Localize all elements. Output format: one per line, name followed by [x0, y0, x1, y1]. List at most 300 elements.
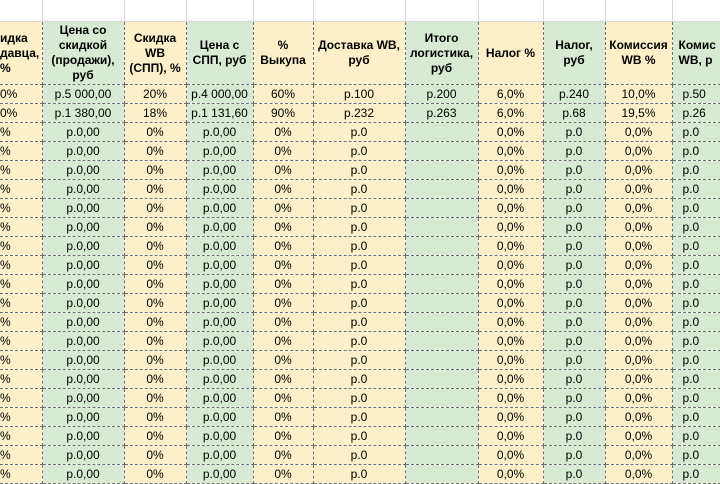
cell-value: % [0, 372, 11, 386]
cell-tax-rub[interactable] [543, 408, 605, 427]
cell-price-spp[interactable] [186, 446, 253, 465]
cell-delivery[interactable] [313, 218, 405, 237]
table-row [0, 218, 720, 237]
cell-tax-pct[interactable] [478, 408, 543, 427]
cell-logistics-total[interactable] [405, 370, 478, 389]
cell-wb-commission-rub[interactable] [672, 332, 720, 351]
cell-value: р.0 [682, 391, 700, 405]
cell-delivery[interactable] [313, 313, 405, 332]
cell-value: р.0 [350, 277, 368, 291]
cell-value: 18% [142, 106, 168, 120]
cell-price-spp[interactable] [186, 142, 253, 161]
cell-value: р.0 [682, 429, 700, 443]
cell-value: 0% [146, 296, 164, 310]
cell-wb-commission-rub[interactable] [672, 85, 720, 104]
cell-price-discounted[interactable] [42, 313, 124, 332]
cell-price-discounted[interactable] [42, 180, 124, 199]
cell-wb-commission-pct[interactable] [605, 104, 672, 123]
cell-value: р.0 [350, 410, 368, 424]
cell-wb-discount[interactable] [124, 104, 186, 123]
cell-wb-commission-pct[interactable] [605, 351, 672, 370]
cell-price-spp[interactable] [186, 427, 253, 446]
cell-tax-rub[interactable] [543, 313, 605, 332]
cell-seller-discount[interactable] [0, 180, 42, 199]
cell-wb-commission-rub[interactable] [672, 161, 720, 180]
cell-wb-commission-rub[interactable] [672, 256, 720, 275]
cell-tax-rub[interactable] [543, 465, 605, 484]
cell-tax-rub[interactable] [543, 370, 605, 389]
cell-delivery[interactable] [313, 446, 405, 465]
cell-tax-pct[interactable] [478, 237, 543, 256]
cell-logistics-total[interactable] [405, 237, 478, 256]
cell-tax-rub[interactable] [543, 294, 605, 313]
cell-buyout[interactable] [253, 237, 313, 256]
cell-value: 0,0% [496, 258, 525, 272]
cell-delivery[interactable] [313, 161, 405, 180]
header-cell-buyout[interactable] [253, 22, 313, 85]
cell-wb-discount[interactable] [124, 370, 186, 389]
cell-tax-rub[interactable] [543, 104, 605, 123]
cell-tax-pct[interactable] [478, 351, 543, 370]
cell-wb-discount[interactable] [124, 351, 186, 370]
cell-price-discounted[interactable] [42, 389, 124, 408]
cell-logistics-total[interactable] [405, 161, 478, 180]
cell-seller-discount[interactable] [0, 275, 42, 294]
cell-tax-pct[interactable] [478, 85, 543, 104]
cell-wb-commission-rub[interactable] [672, 446, 720, 465]
cell-price-discounted[interactable] [42, 199, 124, 218]
cell-wb-discount[interactable] [124, 427, 186, 446]
cell-tax-pct[interactable] [478, 161, 543, 180]
cell-wb-commission-pct[interactable] [605, 389, 672, 408]
cell-delivery[interactable] [313, 408, 405, 427]
cell-value: р.0,00 [66, 144, 100, 158]
cell-price-spp[interactable] [186, 332, 253, 351]
cell-price-spp[interactable] [186, 161, 253, 180]
cell-wb-commission-pct[interactable] [605, 313, 672, 332]
cell-wb-commission-rub[interactable] [672, 275, 720, 294]
cell-price-spp[interactable] [186, 294, 253, 313]
cell-wb-commission-rub[interactable] [672, 408, 720, 427]
cell-logistics-total[interactable] [405, 351, 478, 370]
empty-cell[interactable] [405, 0, 478, 22]
header-cell-tax-rub[interactable] [543, 22, 605, 85]
cell-wb-commission-pct[interactable] [605, 218, 672, 237]
cell-buyout[interactable] [253, 446, 313, 465]
cell-tax-rub[interactable] [543, 256, 605, 275]
cell-delivery[interactable] [313, 370, 405, 389]
cell-wb-discount[interactable] [124, 142, 186, 161]
cell-seller-discount[interactable] [0, 85, 42, 104]
cell-tax-pct[interactable] [478, 104, 543, 123]
cell-seller-discount[interactable] [0, 294, 42, 313]
cell-seller-discount[interactable] [0, 256, 42, 275]
cell-delivery[interactable] [313, 104, 405, 123]
cell-value: р.0 [350, 163, 368, 177]
cell-value: 0% [274, 467, 292, 481]
empty-cell[interactable] [313, 0, 405, 22]
cell-delivery[interactable] [313, 142, 405, 161]
cell-delivery[interactable] [313, 389, 405, 408]
cell-wb-commission-rub[interactable] [672, 104, 720, 123]
empty-cell[interactable] [253, 0, 313, 22]
cell-tax-pct[interactable] [478, 465, 543, 484]
cell-price-discounted[interactable] [42, 218, 124, 237]
cell-price-spp[interactable] [186, 123, 253, 142]
cell-wb-discount[interactable] [124, 389, 186, 408]
cell-buyout[interactable] [253, 218, 313, 237]
cell-wb-commission-rub[interactable] [672, 313, 720, 332]
cell-tax-pct[interactable] [478, 256, 543, 275]
empty-cell[interactable] [186, 0, 253, 22]
cell-value: р.0 [565, 334, 583, 348]
cell-value: 0% [274, 163, 292, 177]
cell-price-spp[interactable] [186, 256, 253, 275]
cell-price-spp[interactable] [186, 180, 253, 199]
header-row [0, 22, 720, 85]
cell-logistics-total[interactable] [405, 446, 478, 465]
cell-tax-rub[interactable] [543, 218, 605, 237]
cell-tax-pct[interactable] [478, 275, 543, 294]
cell-wb-discount[interactable] [124, 294, 186, 313]
cell-buyout[interactable] [253, 351, 313, 370]
cell-wb-commission-pct[interactable] [605, 199, 672, 218]
cell-wb-discount[interactable] [124, 123, 186, 142]
cell-logistics-total[interactable] [405, 123, 478, 142]
empty-cell[interactable] [543, 0, 605, 22]
cell-tax-rub[interactable] [543, 85, 605, 104]
cell-value: р.0 [565, 182, 583, 196]
cell-wb-commission-pct[interactable] [605, 237, 672, 256]
cell-logistics-total[interactable] [405, 275, 478, 294]
cell-value: р.0 [565, 239, 583, 253]
cell-seller-discount[interactable] [0, 218, 42, 237]
empty-cell[interactable] [124, 0, 186, 22]
cell-tax-rub[interactable] [543, 180, 605, 199]
cell-buyout[interactable] [253, 180, 313, 199]
cell-value: р.0 [350, 334, 368, 348]
cell-wb-discount[interactable] [124, 313, 186, 332]
cell-buyout[interactable] [253, 161, 313, 180]
cell-delivery[interactable] [313, 85, 405, 104]
cell-buyout[interactable] [253, 123, 313, 142]
cell-delivery[interactable] [313, 351, 405, 370]
cell-buyout[interactable] [253, 370, 313, 389]
cell-wb-commission-rub[interactable] [672, 199, 720, 218]
cell-price-spp[interactable] [186, 370, 253, 389]
cell-buyout[interactable] [253, 427, 313, 446]
cell-wb-commission-pct[interactable] [605, 256, 672, 275]
header-cell-wb-discount[interactable] [124, 22, 186, 85]
cell-logistics-total[interactable] [405, 389, 478, 408]
cell-buyout[interactable] [253, 313, 313, 332]
cell-tax-rub[interactable] [543, 123, 605, 142]
cell-tax-rub[interactable] [543, 446, 605, 465]
cell-value: р.4 000,00 [191, 87, 248, 101]
cell-wb-commission-rub[interactable] [672, 294, 720, 313]
cell-buyout[interactable] [253, 294, 313, 313]
cell-wb-commission-rub[interactable] [672, 142, 720, 161]
header-cell-delivery[interactable] [313, 22, 405, 85]
cell-price-discounted[interactable] [42, 370, 124, 389]
cell-logistics-total[interactable] [405, 332, 478, 351]
cell-value: р.5 000,00 [54, 87, 112, 101]
cell-wb-discount[interactable] [124, 408, 186, 427]
cell-buyout[interactable] [253, 85, 313, 104]
cell-buyout[interactable] [253, 332, 313, 351]
cell-delivery[interactable] [313, 275, 405, 294]
cell-seller-discount[interactable] [0, 199, 42, 218]
cell-wb-commission-pct[interactable] [605, 408, 672, 427]
cell-price-spp[interactable] [186, 218, 253, 237]
cell-seller-discount[interactable] [0, 370, 42, 389]
cell-wb-commission-pct[interactable] [605, 123, 672, 142]
cell-wb-commission-rub[interactable] [672, 465, 720, 484]
cell-value: р.0 [350, 429, 368, 443]
cell-price-spp[interactable] [186, 104, 253, 123]
cell-tax-pct[interactable] [478, 370, 543, 389]
header-cell-wb-commission-rub[interactable] [672, 22, 720, 85]
cell-seller-discount[interactable] [0, 408, 42, 427]
cell-price-discounted[interactable] [42, 161, 124, 180]
cell-wb-commission-rub[interactable] [672, 389, 720, 408]
cell-logistics-total[interactable] [405, 85, 478, 104]
cell-wb-discount[interactable] [124, 161, 186, 180]
cell-wb-discount[interactable] [124, 199, 186, 218]
cell-price-discounted[interactable] [42, 142, 124, 161]
cell-price-spp[interactable] [186, 465, 253, 484]
cell-value: р.0 [682, 410, 700, 424]
cell-delivery[interactable] [313, 427, 405, 446]
cell-tax-pct[interactable] [478, 313, 543, 332]
cell-tax-pct[interactable] [478, 142, 543, 161]
cell-value: 0,0% [496, 429, 525, 443]
cell-seller-discount[interactable] [0, 446, 42, 465]
cell-wb-discount[interactable] [124, 332, 186, 351]
cell-wb-commission-rub[interactable] [672, 351, 720, 370]
cell-price-spp[interactable] [186, 408, 253, 427]
cell-delivery[interactable] [313, 332, 405, 351]
cell-tax-rub[interactable] [543, 199, 605, 218]
cell-price-discounted[interactable] [42, 85, 124, 104]
cell-value: р.0 [682, 315, 700, 329]
cell-value: 0% [274, 448, 292, 462]
cell-seller-discount[interactable] [0, 465, 42, 484]
cell-price-spp[interactable] [186, 199, 253, 218]
cell-price-spp[interactable] [186, 313, 253, 332]
cell-value: 0,0% [624, 448, 653, 462]
cell-tax-pct[interactable] [478, 199, 543, 218]
cell-tax-rub[interactable] [543, 427, 605, 446]
cell-tax-rub[interactable] [543, 351, 605, 370]
cell-value: р.0,00 [66, 163, 100, 177]
cell-tax-pct[interactable] [478, 294, 543, 313]
cell-wb-commission-pct[interactable] [605, 275, 672, 294]
table-row [0, 389, 720, 408]
cell-price-discounted[interactable] [42, 275, 124, 294]
cell-seller-discount[interactable] [0, 142, 42, 161]
cell-tax-rub[interactable] [543, 275, 605, 294]
cell-value: р.68 [562, 106, 586, 120]
cell-buyout[interactable] [253, 256, 313, 275]
cell-delivery[interactable] [313, 123, 405, 142]
cell-logistics-total[interactable] [405, 408, 478, 427]
cell-wb-commission-rub[interactable] [672, 237, 720, 256]
cell-value: р.0 [565, 163, 583, 177]
table-row [0, 199, 720, 218]
cell-value: р.0 [565, 315, 583, 329]
cell-price-discounted[interactable] [42, 332, 124, 351]
cell-value: 0,0% [496, 315, 525, 329]
table-row [0, 85, 720, 104]
cell-buyout[interactable] [253, 408, 313, 427]
cell-logistics-total[interactable] [405, 142, 478, 161]
cell-price-spp[interactable] [186, 237, 253, 256]
cell-seller-discount[interactable] [0, 123, 42, 142]
cell-wb-commission-rub[interactable] [672, 427, 720, 446]
cell-wb-commission-pct[interactable] [605, 370, 672, 389]
cell-seller-discount[interactable] [0, 161, 42, 180]
cell-value: р.0,00 [202, 201, 237, 215]
header-cell-seller-discount[interactable] [0, 22, 42, 85]
cell-wb-commission-rub[interactable] [672, 218, 720, 237]
cell-price-discounted[interactable] [42, 408, 124, 427]
cell-logistics-total[interactable] [405, 199, 478, 218]
header-cell-price-discounted[interactable] [42, 22, 124, 85]
header-cell-price-spp[interactable] [186, 22, 253, 85]
cell-wb-commission-pct[interactable] [605, 427, 672, 446]
cell-price-discounted[interactable] [42, 123, 124, 142]
empty-cell[interactable] [0, 0, 42, 22]
cell-logistics-total[interactable] [405, 104, 478, 123]
cell-price-spp[interactable] [186, 389, 253, 408]
cell-price-discounted[interactable] [42, 237, 124, 256]
cell-seller-discount[interactable] [0, 332, 42, 351]
cell-delivery[interactable] [313, 199, 405, 218]
cell-logistics-total[interactable] [405, 256, 478, 275]
cell-logistics-total[interactable] [405, 313, 478, 332]
cell-seller-discount[interactable] [0, 237, 42, 256]
cell-wb-commission-rub[interactable] [672, 180, 720, 199]
cell-price-spp[interactable] [186, 85, 253, 104]
cell-buyout[interactable] [253, 104, 313, 123]
cell-wb-discount[interactable] [124, 237, 186, 256]
cell-wb-discount[interactable] [124, 256, 186, 275]
cell-buyout[interactable] [253, 389, 313, 408]
cell-delivery[interactable] [313, 180, 405, 199]
cell-value: р.0,00 [66, 353, 100, 367]
cell-tax-pct[interactable] [478, 389, 543, 408]
cell-delivery[interactable] [313, 237, 405, 256]
cell-value: 0,0% [624, 296, 653, 310]
cell-tax-pct[interactable] [478, 427, 543, 446]
cell-wb-discount[interactable] [124, 275, 186, 294]
cell-wb-commission-pct[interactable] [605, 465, 672, 484]
cell-logistics-total[interactable] [405, 427, 478, 446]
cell-logistics-total[interactable] [405, 218, 478, 237]
cell-value: 0,0% [496, 334, 525, 348]
cell-wb-commission-rub[interactable] [672, 123, 720, 142]
cell-wb-discount[interactable] [124, 465, 186, 484]
cell-seller-discount[interactable] [0, 389, 42, 408]
cell-buyout[interactable] [253, 465, 313, 484]
cell-tax-rub[interactable] [543, 161, 605, 180]
cell-value: 0% [274, 277, 292, 291]
cell-price-discounted[interactable] [42, 427, 124, 446]
cell-price-discounted[interactable] [42, 104, 124, 123]
cell-price-discounted[interactable] [42, 351, 124, 370]
cell-price-discounted[interactable] [42, 294, 124, 313]
cell-price-discounted[interactable] [42, 256, 124, 275]
cell-buyout[interactable] [253, 199, 313, 218]
cell-wb-discount[interactable] [124, 218, 186, 237]
header-cell-wb-commission-pct[interactable] [605, 22, 672, 85]
cell-value: 0% [146, 410, 164, 424]
cell-wb-commission-pct[interactable] [605, 446, 672, 465]
cell-logistics-total[interactable] [405, 465, 478, 484]
cell-value: % [0, 410, 11, 424]
cell-logistics-total[interactable] [405, 180, 478, 199]
cell-wb-commission-pct[interactable] [605, 161, 672, 180]
cell-wb-commission-pct[interactable] [605, 142, 672, 161]
cell-delivery[interactable] [313, 465, 405, 484]
cell-seller-discount[interactable] [0, 104, 42, 123]
empty-cell[interactable] [605, 0, 672, 22]
cell-logistics-total[interactable] [405, 294, 478, 313]
cell-value: р.0,00 [66, 296, 100, 310]
cell-value: 6,0% [496, 87, 525, 101]
empty-cell[interactable] [672, 0, 720, 22]
cell-tax-pct[interactable] [478, 332, 543, 351]
cell-price-discounted[interactable] [42, 465, 124, 484]
cell-price-spp[interactable] [186, 351, 253, 370]
header-cell-tax-pct[interactable] [478, 22, 543, 85]
cell-wb-commission-rub[interactable] [672, 370, 720, 389]
cell-delivery[interactable] [313, 294, 405, 313]
cell-tax-pct[interactable] [478, 446, 543, 465]
cell-wb-commission-pct[interactable] [605, 180, 672, 199]
table-row [0, 123, 720, 142]
cell-price-spp[interactable] [186, 275, 253, 294]
cell-wb-commission-pct[interactable] [605, 294, 672, 313]
cell-seller-discount[interactable] [0, 351, 42, 370]
cell-seller-discount[interactable] [0, 313, 42, 332]
cell-value: р.240 [558, 87, 590, 101]
cell-tax-pct[interactable] [478, 123, 543, 142]
cell-value: р.1 131,60 [191, 106, 248, 120]
cell-delivery[interactable] [313, 256, 405, 275]
cell-seller-discount[interactable] [0, 427, 42, 446]
empty-cell[interactable] [42, 0, 124, 22]
cell-buyout[interactable] [253, 275, 313, 294]
cell-wb-commission-pct[interactable] [605, 332, 672, 351]
cell-buyout[interactable] [253, 142, 313, 161]
cell-tax-pct[interactable] [478, 180, 543, 199]
cell-tax-rub[interactable] [543, 142, 605, 161]
cell-tax-pct[interactable] [478, 218, 543, 237]
cell-wb-discount[interactable] [124, 446, 186, 465]
cell-tax-rub[interactable] [543, 237, 605, 256]
header-cell-logistics-total[interactable] [405, 22, 478, 85]
cell-price-discounted[interactable] [42, 446, 124, 465]
cell-wb-discount[interactable] [124, 85, 186, 104]
cell-tax-rub[interactable] [543, 332, 605, 351]
cell-wb-discount[interactable] [124, 180, 186, 199]
header-label: Цена со скидкой (продажи), руб [51, 23, 115, 82]
empty-cell[interactable] [478, 0, 543, 22]
cell-wb-commission-pct[interactable] [605, 85, 672, 104]
cell-tax-rub[interactable] [543, 389, 605, 408]
